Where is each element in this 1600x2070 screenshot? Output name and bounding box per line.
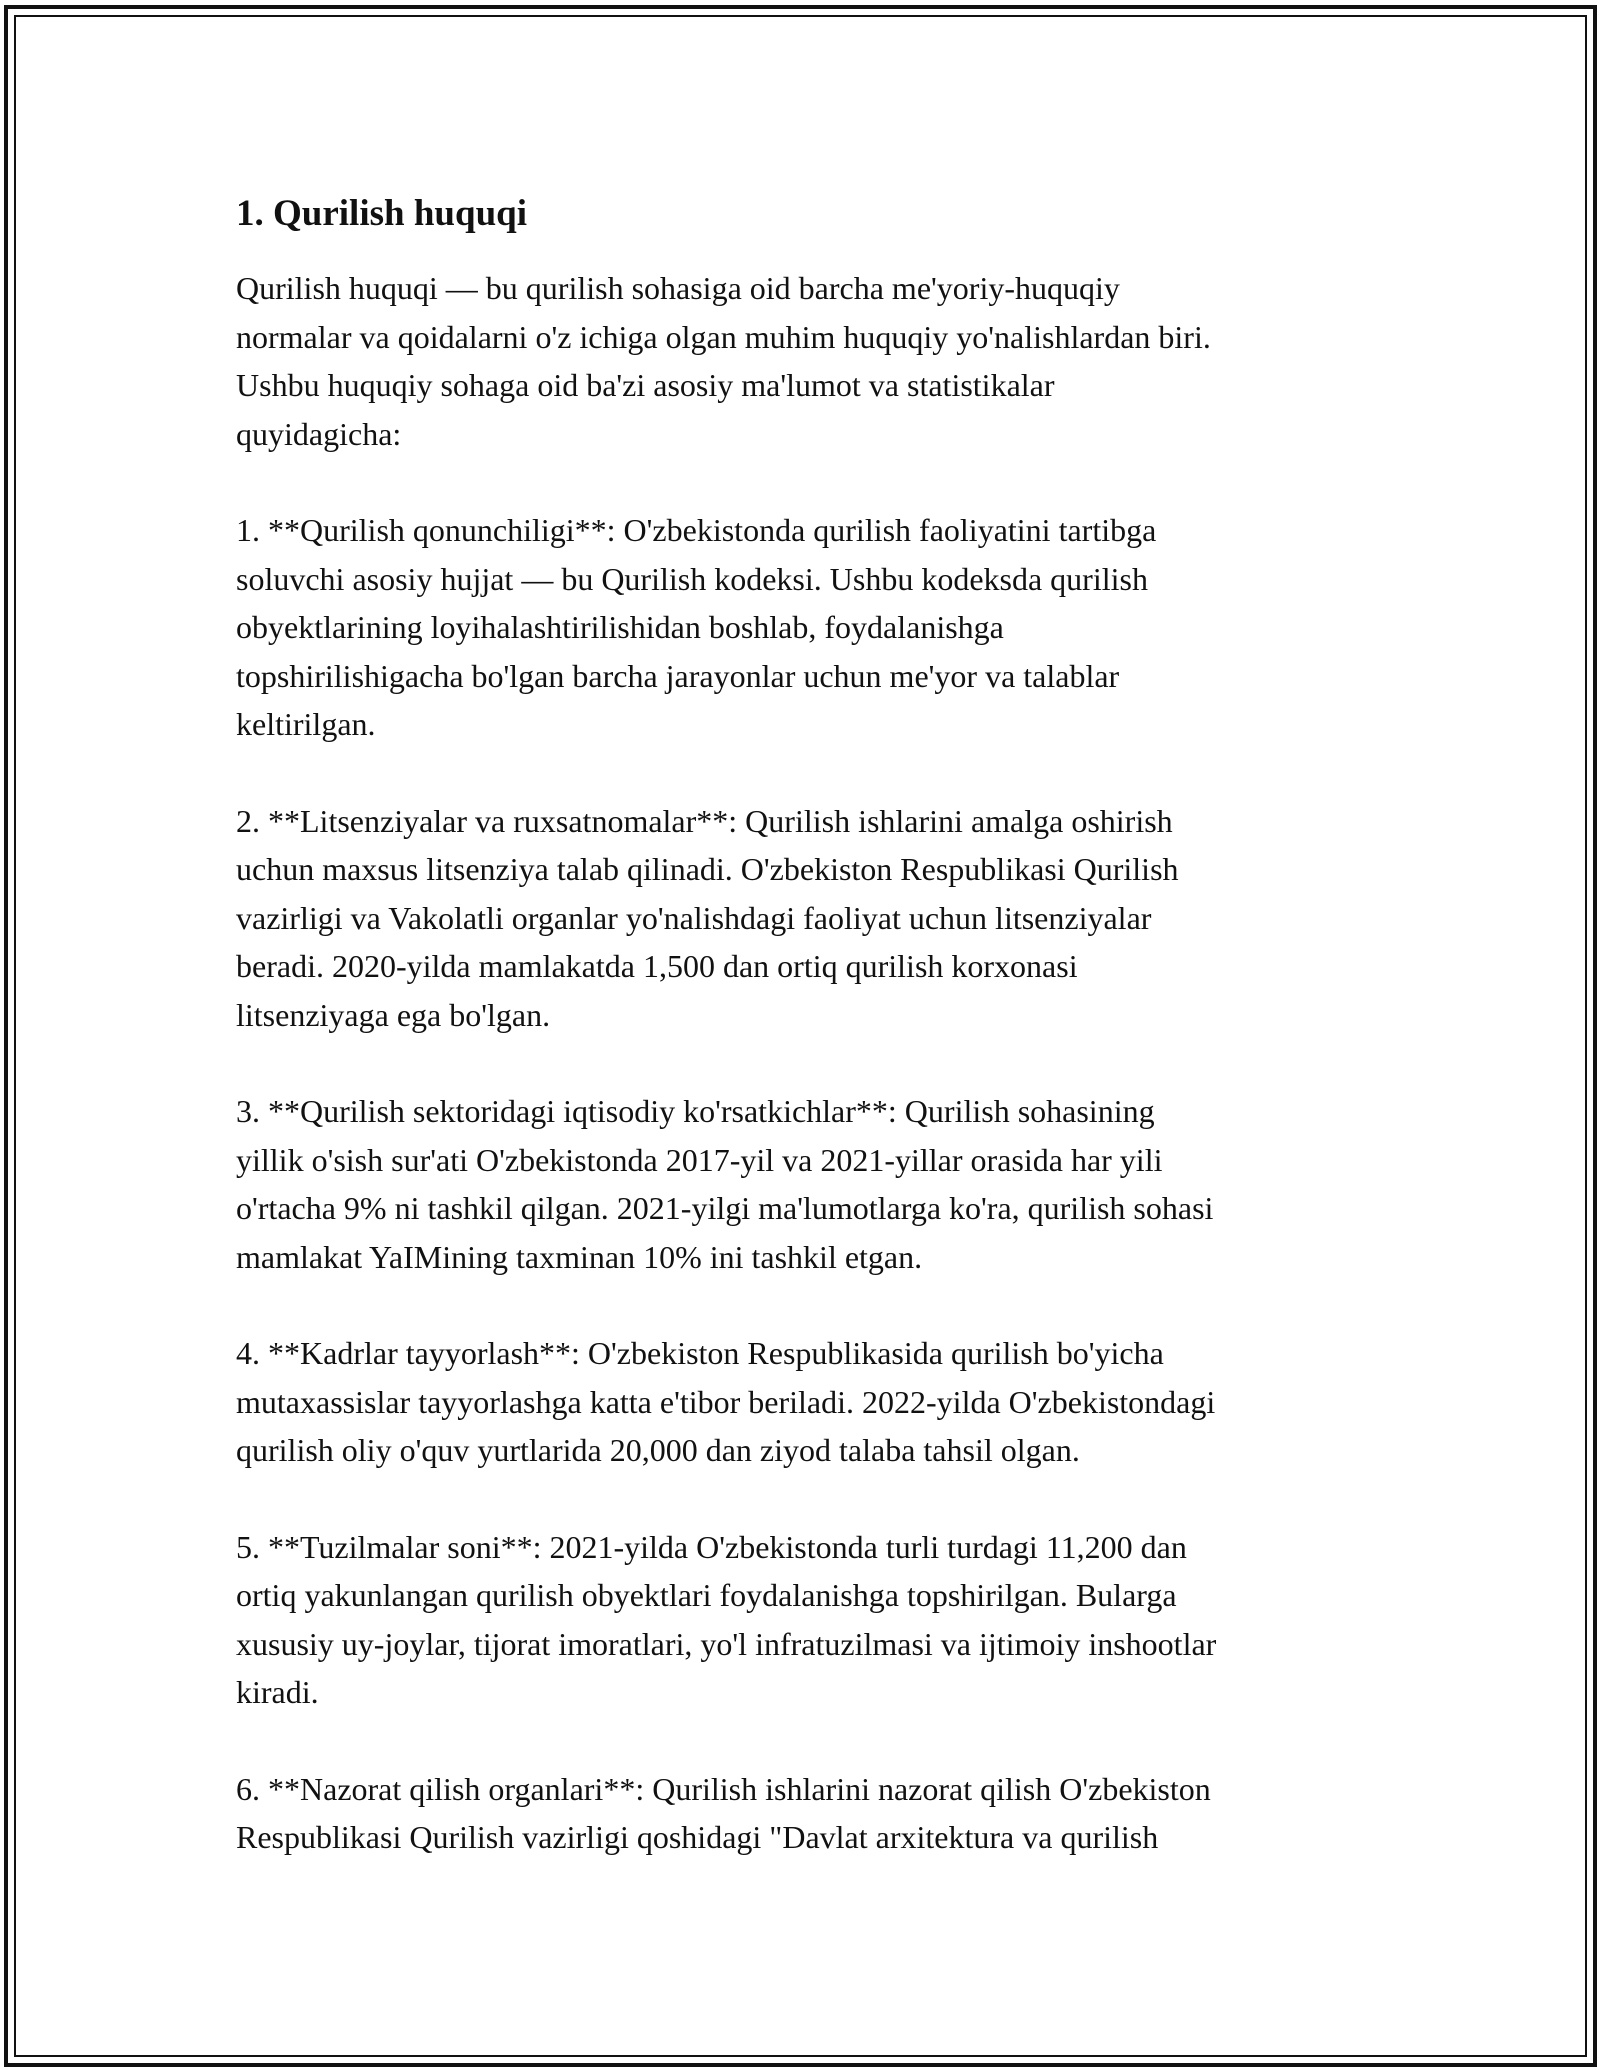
- list-item-3: 3. **Qurilish sektoridagi iqtisodiy ko'rsatkichlar**: Qurilish sohasining yillik o'sish sur'ati O'zbekistonda 2017-yil va 2021-yillar orasida har yili o'rtacha 9% ni tashkil qilgan. 2021-yilgi ma'lumotlarga ko'ra, qurilish sohasi mamlakat YaIMining taxminan 10% ini tashkil etgan.: [236, 1093, 1214, 1275]
- document-title: 1. Qurilish huquqi: [236, 193, 528, 234]
- list-item-6: 6. **Nazorat qilish organlari**: Qurilish ishlarini nazorat qilish O'zbekiston Respublikasi Qurilish vazirligi qoshidagi "Davlat arxitektura va qurilish: [236, 1770, 1211, 1855]
- list-item-5: 5. **Tuzilmalar soni**: 2021-yilda O'zbekistonda turli turdagi 11,200 dan ortiq yakunlangan qurilish obyektlari foydalanishga topshirilgan. Bularga xususiy uy-joylar, tijorat imoratlari, yo'l infratuzilmasi va ijtimoiy inshootlar kiradi.: [236, 1528, 1217, 1710]
- intro-paragraph: Qurilish huquqi — bu qurilish sohasiga oid barcha me'yoriy-huquqiy normalar va qoidalarni o'z ichiga olgan muhim huquqiy yo'nalishlardan biri. Ushbu huquqiy sohaga oid ba'zi asosiy ma'lumot va statistikalar quyidagicha:: [236, 270, 1211, 452]
- list-item-2: 2. **Litsenziyalar va ruxsatnomalar**: Qurilish ishlarini amalga oshirish uchun maxsus litsenziya talab qilinadi. O'zbekiston Respublikasi Qurilish vazirligi va Vakolatli organlar yo'nalishdagi faoliyat uchun litsenziyalar beradi. 2020-yilda mamlakatda 1,500 dan ortiq qurilish korxonasi litsenziyaga ega bo'lgan.: [236, 802, 1179, 1033]
- list-item-4: 4. **Kadrlar tayyorlash**: O'zbekiston Respublikasida qurilish bo'yicha mutaxassislar tayyorlashga katta e'tibor beriladi. 2022-yilda O'zbekistondagi qurilish oliy o'quv yurtlarida 20,000 dan ziyod talaba tahsil olgan.: [236, 1335, 1216, 1468]
- document-body: [236, 186, 1386, 1910]
- list-item-1: 1. **Qurilish qonunchiligi**: O'zbekistonda qurilish faoliyatini tartibga soluvchi asosiy hujjat — bu Qurilish kodeksi. Ushbu kodeksda qurilish obyektlarining loyihalashtirilishidan boshlab, foydalanishga topshirilishigacha bo'lgan barcha jarayonlar uchun me'yor va talablar keltirilgan.: [236, 512, 1157, 742]
